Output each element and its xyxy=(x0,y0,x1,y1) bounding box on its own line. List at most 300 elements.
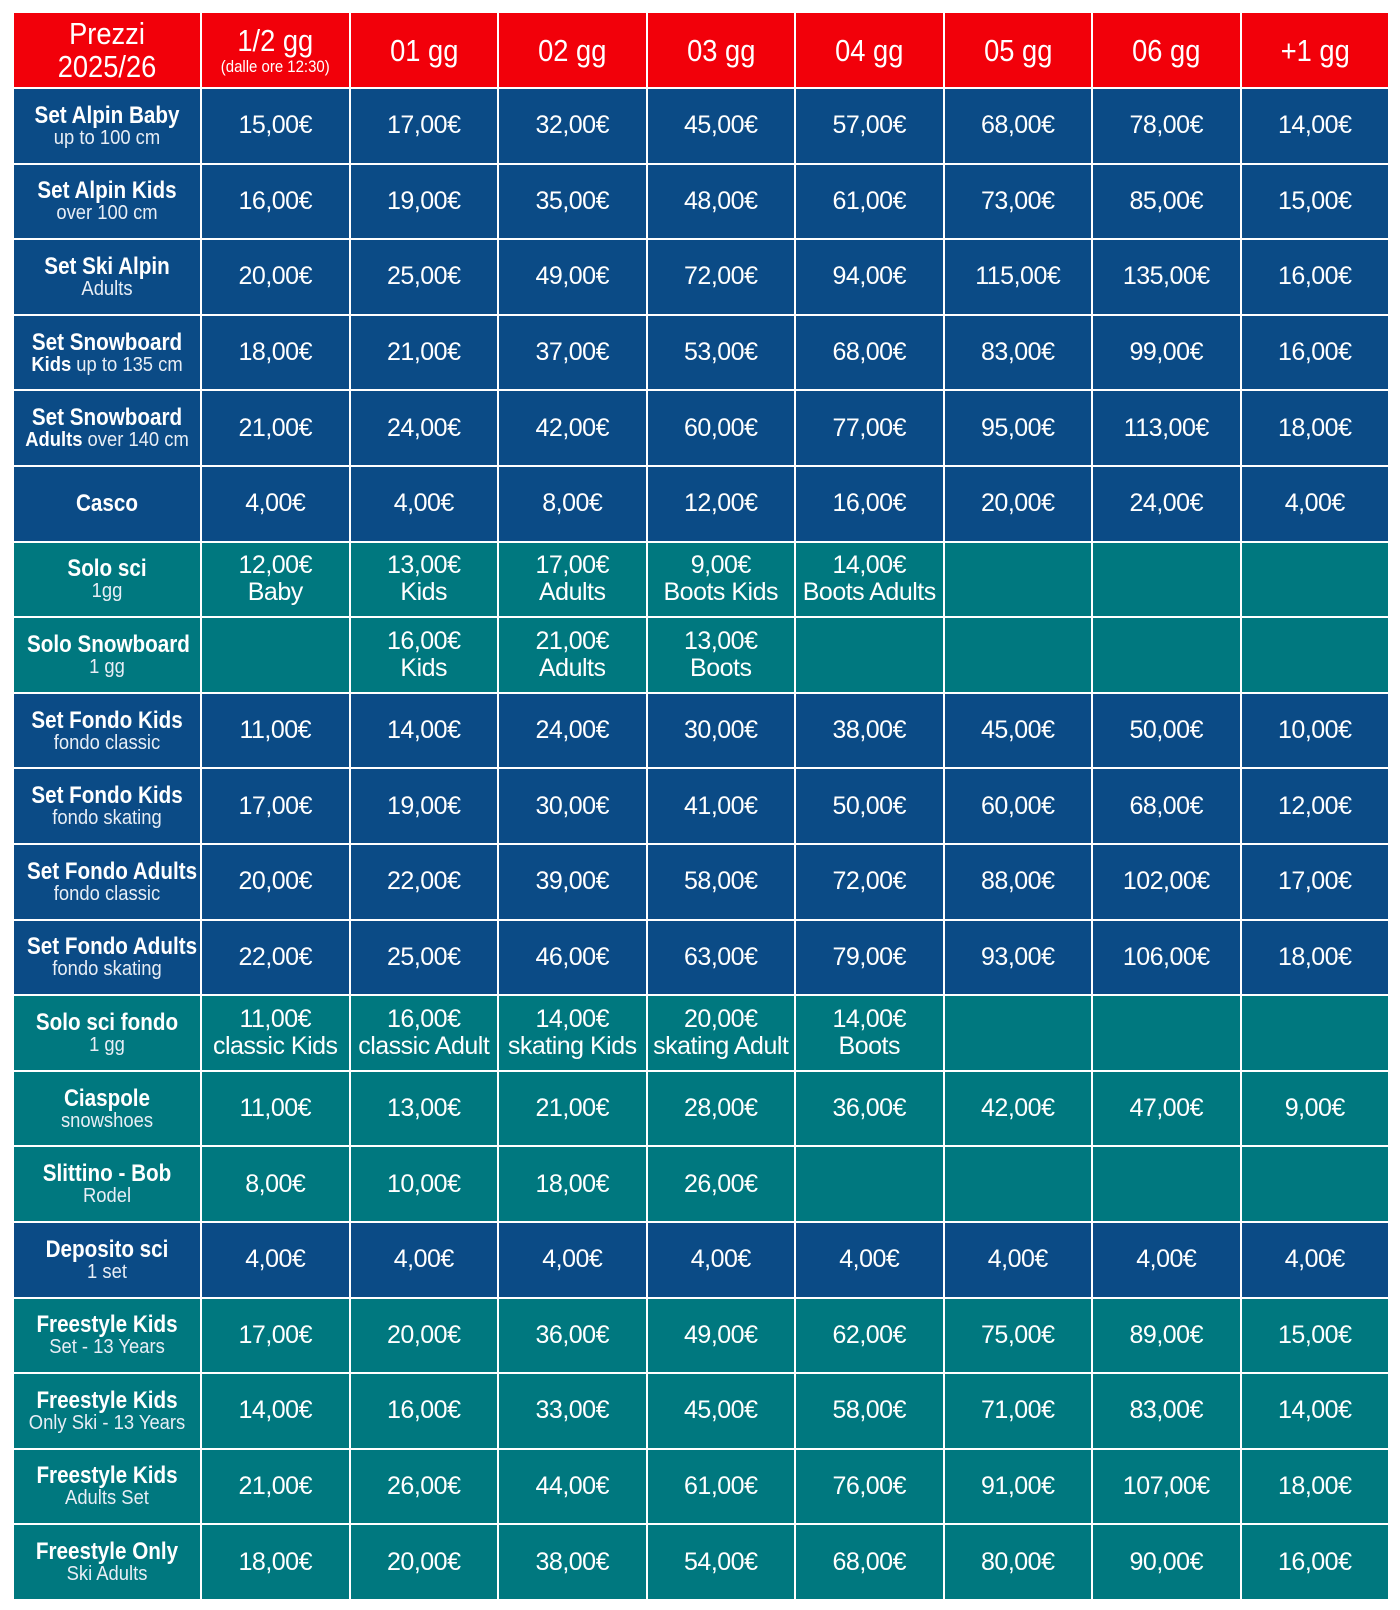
table-row xyxy=(13,542,1389,618)
price-value: 15,00€ xyxy=(1278,186,1352,215)
price-value: 18,00€ xyxy=(1278,942,1352,971)
price-value: 47,00€ xyxy=(1129,1094,1203,1123)
row-subtitle xyxy=(21,279,192,300)
price-cell xyxy=(498,239,647,315)
row-subtitle-text: 1 gg xyxy=(89,655,125,678)
price-cell xyxy=(944,164,1093,240)
price-cell xyxy=(1241,1298,1390,1374)
row-subtitle xyxy=(21,884,192,905)
row-name: Slittino - Bob xyxy=(42,1160,172,1188)
price-value: 17,00€ xyxy=(238,1320,312,1349)
price-cell xyxy=(795,617,944,693)
price-value: 28,00€ xyxy=(684,1094,758,1123)
row-subtitle xyxy=(21,581,192,602)
price-value: 13,00€ xyxy=(684,626,758,655)
price-value: 24,00€ xyxy=(535,716,609,745)
price-value: 18,00€ xyxy=(238,1547,312,1576)
row-subtitle-text: Only Ski - 13 Years xyxy=(28,1411,186,1434)
price-note: classic Kids xyxy=(212,1031,338,1060)
price-value: 42,00€ xyxy=(981,1094,1055,1123)
price-cell xyxy=(795,920,944,996)
row-subtitle xyxy=(21,808,192,829)
price-value: 71,00€ xyxy=(981,1396,1055,1425)
price-cell xyxy=(944,315,1093,391)
price-cell xyxy=(350,693,499,769)
table-row xyxy=(13,315,1389,391)
row-subtitle-text: Set - 13 Years xyxy=(49,1336,165,1359)
price-value: 95,00€ xyxy=(981,413,1055,442)
price-note: Kids xyxy=(400,653,448,682)
table-row xyxy=(13,1524,1389,1600)
header-day-2-label: 02 gg xyxy=(538,32,607,68)
price-value: 4,00€ xyxy=(1284,1245,1345,1274)
price-cell xyxy=(201,164,350,240)
price-value: 45,00€ xyxy=(684,111,758,140)
price-table xyxy=(12,11,1390,1601)
price-cell xyxy=(944,1298,1093,1374)
row-subtitle-text: fondo skating xyxy=(52,807,162,830)
price-cell xyxy=(795,1373,944,1449)
price-value: 20,00€ xyxy=(387,1320,461,1349)
price-cell xyxy=(350,164,499,240)
price-cell xyxy=(944,920,1093,996)
price-value: 14,00€ xyxy=(238,1396,312,1425)
price-value: 78,00€ xyxy=(1129,111,1203,140)
price-cell xyxy=(498,1222,647,1298)
price-cell xyxy=(647,1449,796,1525)
price-value: 9,00€ xyxy=(690,551,751,580)
row-label xyxy=(13,1449,201,1525)
price-value: 16,00€ xyxy=(387,1004,461,1033)
price-value: 16,00€ xyxy=(387,1396,461,1425)
price-value: 115,00€ xyxy=(975,262,1061,291)
price-value: 13,00€ xyxy=(387,551,461,580)
price-cell xyxy=(1241,1373,1390,1449)
price-value: 9,00€ xyxy=(1284,1094,1345,1123)
price-cell xyxy=(1092,466,1241,542)
row-name: Set Fondo Kids xyxy=(31,782,183,810)
row-subtitle-text: 1 set xyxy=(87,1260,127,1283)
price-value: 17,00€ xyxy=(238,791,312,820)
row-subtitle-bold: Adults xyxy=(25,429,83,452)
price-cell xyxy=(944,466,1093,542)
table-row xyxy=(13,1298,1389,1374)
header-half-day-note: (dalle ore 12:30) xyxy=(220,57,330,76)
price-cell xyxy=(1241,239,1390,315)
price-value: 36,00€ xyxy=(535,1320,609,1349)
price-note: Boots xyxy=(690,653,752,682)
price-value: 20,00€ xyxy=(238,867,312,896)
price-cell xyxy=(1092,1071,1241,1147)
price-cell xyxy=(201,1071,350,1147)
price-cell xyxy=(795,466,944,542)
price-value: 49,00€ xyxy=(684,1320,758,1349)
price-value: 61,00€ xyxy=(684,1471,758,1500)
price-value: 8,00€ xyxy=(245,1169,306,1198)
price-cell xyxy=(944,617,1093,693)
price-cell xyxy=(647,164,796,240)
price-value: 4,00€ xyxy=(393,1245,454,1274)
row-name: Freestyle Kids xyxy=(36,1386,178,1414)
row-name: Set Fondo Adults xyxy=(27,933,198,961)
header-half-day-label: 1/2 gg xyxy=(237,23,314,58)
price-cell xyxy=(498,617,647,693)
price-cell xyxy=(498,1373,647,1449)
price-cell xyxy=(201,1449,350,1525)
header-day-3-label: 03 gg xyxy=(686,32,755,68)
price-value: 80,00€ xyxy=(981,1547,1055,1576)
price-cell xyxy=(647,1222,796,1298)
price-value: 14,00€ xyxy=(1278,1396,1352,1425)
table-row xyxy=(13,1222,1389,1298)
price-cell xyxy=(498,1146,647,1222)
row-subtitle-text: Adults xyxy=(81,277,133,300)
price-value: 36,00€ xyxy=(832,1094,906,1123)
row-subtitle xyxy=(21,355,192,376)
price-cell xyxy=(1241,315,1390,391)
price-cell xyxy=(1092,1373,1241,1449)
price-cell xyxy=(795,1071,944,1147)
price-value: 18,00€ xyxy=(238,338,312,367)
price-value: 4,00€ xyxy=(393,489,454,518)
price-note: Boots xyxy=(838,1031,900,1060)
price-value: 68,00€ xyxy=(1129,791,1203,820)
price-value: 93,00€ xyxy=(981,942,1055,971)
price-cell xyxy=(1241,542,1390,618)
row-subtitle-text: fondo classic xyxy=(53,731,161,754)
price-value: 83,00€ xyxy=(981,338,1055,367)
row-subtitle-text: Ski Adults xyxy=(66,1563,148,1586)
price-cell xyxy=(1092,693,1241,769)
header-row xyxy=(13,12,1389,88)
header-title: Prezzi xyxy=(69,16,145,51)
price-value: 10,00€ xyxy=(1278,716,1352,745)
row-subtitle-text: over 100 cm xyxy=(56,202,158,225)
price-cell xyxy=(1092,617,1241,693)
header-day-5 xyxy=(944,12,1093,88)
price-cell xyxy=(944,844,1093,920)
price-value: 19,00€ xyxy=(387,791,461,820)
header-half-day xyxy=(201,12,350,88)
price-cell xyxy=(944,542,1093,618)
price-value: 39,00€ xyxy=(535,867,609,896)
price-cell xyxy=(350,1373,499,1449)
price-value: 60,00€ xyxy=(684,413,758,442)
price-cell xyxy=(350,390,499,466)
price-cell xyxy=(201,844,350,920)
price-cell xyxy=(1092,1298,1241,1374)
price-cell xyxy=(1241,1146,1390,1222)
price-value: 4,00€ xyxy=(690,1245,751,1274)
price-cell xyxy=(647,768,796,844)
price-value: 14,00€ xyxy=(832,1004,906,1033)
price-value: 72,00€ xyxy=(684,262,758,291)
row-label xyxy=(13,693,201,769)
row-label xyxy=(13,88,201,164)
price-cell xyxy=(201,1222,350,1298)
price-cell xyxy=(1241,844,1390,920)
price-note: Boots Adults xyxy=(802,578,936,607)
price-value: 50,00€ xyxy=(1129,716,1203,745)
price-value: 49,00€ xyxy=(535,262,609,291)
row-subtitle xyxy=(21,203,192,224)
price-cell xyxy=(1241,617,1390,693)
price-cell xyxy=(201,466,350,542)
price-cell xyxy=(647,315,796,391)
price-value: 21,00€ xyxy=(238,1471,312,1500)
price-value: 38,00€ xyxy=(535,1547,609,1576)
price-cell xyxy=(944,1449,1093,1525)
price-value: 73,00€ xyxy=(981,186,1055,215)
price-value: 68,00€ xyxy=(981,111,1055,140)
price-cell xyxy=(350,617,499,693)
row-subtitle xyxy=(21,1186,192,1207)
price-cell xyxy=(498,315,647,391)
table-row xyxy=(13,1146,1389,1222)
price-cell xyxy=(944,1373,1093,1449)
price-value: 41,00€ xyxy=(684,791,758,820)
price-cell xyxy=(944,390,1093,466)
price-cell xyxy=(1092,315,1241,391)
row-subtitle-text: Rodel xyxy=(82,1185,132,1208)
price-value: 4,00€ xyxy=(839,1245,900,1274)
price-cell xyxy=(1241,466,1390,542)
price-value: 4,00€ xyxy=(245,489,306,518)
price-value: 10,00€ xyxy=(387,1169,461,1198)
price-cell xyxy=(201,239,350,315)
row-label xyxy=(13,164,201,240)
price-cell xyxy=(350,542,499,618)
price-value: 4,00€ xyxy=(987,1245,1048,1274)
row-subtitle-text: up to 135 cm xyxy=(71,353,183,376)
row-subtitle xyxy=(21,959,192,980)
price-cell xyxy=(944,1524,1093,1600)
price-value: 76,00€ xyxy=(832,1471,906,1500)
row-name: Set Snowboard xyxy=(31,328,183,356)
row-subtitle-text: 1 gg xyxy=(89,1033,125,1056)
table-row xyxy=(13,466,1389,542)
row-subtitle-text: fondo classic xyxy=(53,882,161,905)
row-name: Set Alpin Baby xyxy=(34,101,180,129)
price-value: 26,00€ xyxy=(387,1471,461,1500)
price-cell xyxy=(498,1449,647,1525)
row-subtitle xyxy=(21,657,192,678)
price-cell xyxy=(944,693,1093,769)
price-value: 107,00€ xyxy=(1122,1471,1210,1500)
price-note: Baby xyxy=(247,578,303,607)
price-cell xyxy=(1092,768,1241,844)
price-value: 90,00€ xyxy=(1129,1547,1203,1576)
row-subtitle xyxy=(21,1488,192,1509)
price-value: 12,00€ xyxy=(238,551,312,580)
price-cell xyxy=(1092,239,1241,315)
price-cell xyxy=(647,1071,796,1147)
price-cell xyxy=(498,1298,647,1374)
price-cell xyxy=(1241,693,1390,769)
row-name: Set Alpin Kids xyxy=(37,177,177,205)
price-cell xyxy=(350,920,499,996)
price-value: 25,00€ xyxy=(387,262,461,291)
price-value: 19,00€ xyxy=(387,186,461,215)
price-cell xyxy=(1092,1222,1241,1298)
price-cell xyxy=(1241,1449,1390,1525)
price-value: 21,00€ xyxy=(535,626,609,655)
price-note: Adults xyxy=(539,578,606,607)
price-value: 79,00€ xyxy=(832,942,906,971)
price-cell xyxy=(1092,844,1241,920)
row-subtitle xyxy=(21,1111,192,1132)
table-row xyxy=(13,164,1389,240)
price-value: 99,00€ xyxy=(1129,338,1203,367)
price-value: 75,00€ xyxy=(981,1320,1055,1349)
price-value: 21,00€ xyxy=(535,1094,609,1123)
price-cell xyxy=(1241,768,1390,844)
price-note: skating Kids xyxy=(507,1031,637,1060)
row-label xyxy=(13,1373,201,1449)
price-value: 88,00€ xyxy=(981,867,1055,896)
price-cell xyxy=(350,1146,499,1222)
price-cell xyxy=(647,1298,796,1374)
price-value: 48,00€ xyxy=(684,186,758,215)
price-cell xyxy=(795,1298,944,1374)
header-day-6 xyxy=(1092,12,1241,88)
table-row xyxy=(13,1071,1389,1147)
table-row xyxy=(13,1373,1389,1449)
price-value: 60,00€ xyxy=(981,791,1055,820)
price-value: 16,00€ xyxy=(1278,1547,1352,1576)
row-name: Solo Snowboard xyxy=(27,630,190,658)
price-cell xyxy=(350,768,499,844)
price-value: 106,00€ xyxy=(1122,942,1210,971)
price-cell xyxy=(944,239,1093,315)
price-cell xyxy=(647,920,796,996)
row-name: Freestyle Kids xyxy=(36,1311,178,1339)
price-cell xyxy=(647,542,796,618)
header-extra-day xyxy=(1241,12,1390,88)
price-cell xyxy=(795,768,944,844)
row-label xyxy=(13,1298,201,1374)
price-cell xyxy=(350,1524,499,1600)
price-value: 33,00€ xyxy=(535,1396,609,1425)
price-cell xyxy=(1241,1222,1390,1298)
price-value: 12,00€ xyxy=(684,489,758,518)
price-cell xyxy=(795,239,944,315)
price-value: 63,00€ xyxy=(684,942,758,971)
price-cell xyxy=(201,1524,350,1600)
price-cell xyxy=(647,390,796,466)
price-cell xyxy=(944,1146,1093,1222)
table-row xyxy=(13,768,1389,844)
price-cell xyxy=(647,88,796,164)
row-label xyxy=(13,768,201,844)
price-value: 21,00€ xyxy=(238,413,312,442)
price-value: 91,00€ xyxy=(981,1471,1055,1500)
price-cell xyxy=(350,315,499,391)
price-cell xyxy=(201,1298,350,1374)
row-subtitle-text: fondo skating xyxy=(52,958,162,981)
row-label xyxy=(13,1146,201,1222)
price-cell xyxy=(498,466,647,542)
price-note: Kids xyxy=(400,578,448,607)
price-cell xyxy=(498,768,647,844)
price-value: 37,00€ xyxy=(535,338,609,367)
price-cell xyxy=(498,1524,647,1600)
price-value: 32,00€ xyxy=(535,111,609,140)
price-value: 44,00€ xyxy=(535,1471,609,1500)
price-value: 24,00€ xyxy=(387,413,461,442)
row-name: Set Fondo Kids xyxy=(31,706,183,734)
price-cell xyxy=(201,693,350,769)
price-value: 113,00€ xyxy=(1123,413,1209,442)
price-cell xyxy=(498,390,647,466)
table-row xyxy=(13,390,1389,466)
row-name: Set Snowboard xyxy=(31,404,183,432)
price-value: 20,00€ xyxy=(684,1004,758,1033)
price-value: 18,00€ xyxy=(1278,1471,1352,1500)
header-day-4 xyxy=(795,12,944,88)
price-cell xyxy=(350,239,499,315)
price-cell xyxy=(795,315,944,391)
price-cell xyxy=(795,693,944,769)
price-value: 18,00€ xyxy=(535,1169,609,1198)
price-cell xyxy=(498,693,647,769)
price-cell xyxy=(350,466,499,542)
price-cell xyxy=(795,1222,944,1298)
price-value: 4,00€ xyxy=(245,1245,306,1274)
price-cell xyxy=(1092,542,1241,618)
price-cell xyxy=(795,844,944,920)
price-cell xyxy=(498,920,647,996)
header-corner xyxy=(13,12,201,88)
price-cell xyxy=(1092,1524,1241,1600)
price-value: 11,00€ xyxy=(239,1094,312,1123)
row-subtitle xyxy=(21,1337,192,1358)
row-subtitle xyxy=(21,1413,192,1434)
price-value: 16,00€ xyxy=(1278,262,1352,291)
table-row xyxy=(13,844,1389,920)
price-value: 16,00€ xyxy=(387,626,461,655)
price-value: 42,00€ xyxy=(535,413,609,442)
price-cell xyxy=(944,768,1093,844)
price-value: 135,00€ xyxy=(1122,262,1210,291)
row-subtitle xyxy=(21,1564,192,1585)
price-cell xyxy=(498,164,647,240)
price-cell xyxy=(201,920,350,996)
row-label xyxy=(13,1222,201,1298)
row-label xyxy=(13,1071,201,1147)
price-value: 53,00€ xyxy=(684,338,758,367)
header-day-2 xyxy=(498,12,647,88)
price-value: 68,00€ xyxy=(832,338,906,367)
price-cell xyxy=(498,995,647,1071)
price-cell xyxy=(1092,1449,1241,1525)
row-label xyxy=(13,239,201,315)
price-cell xyxy=(944,88,1093,164)
price-cell xyxy=(795,542,944,618)
row-subtitle-bold: Kids xyxy=(31,353,72,376)
price-cell xyxy=(1092,995,1241,1071)
price-value: 25,00€ xyxy=(387,942,461,971)
price-cell xyxy=(350,844,499,920)
price-cell xyxy=(350,1222,499,1298)
price-value: 38,00€ xyxy=(832,716,906,745)
price-cell xyxy=(1241,1071,1390,1147)
price-cell xyxy=(350,1298,499,1374)
price-value: 35,00€ xyxy=(535,186,609,215)
price-cell xyxy=(1241,164,1390,240)
price-cell xyxy=(795,88,944,164)
row-label xyxy=(13,1524,201,1600)
